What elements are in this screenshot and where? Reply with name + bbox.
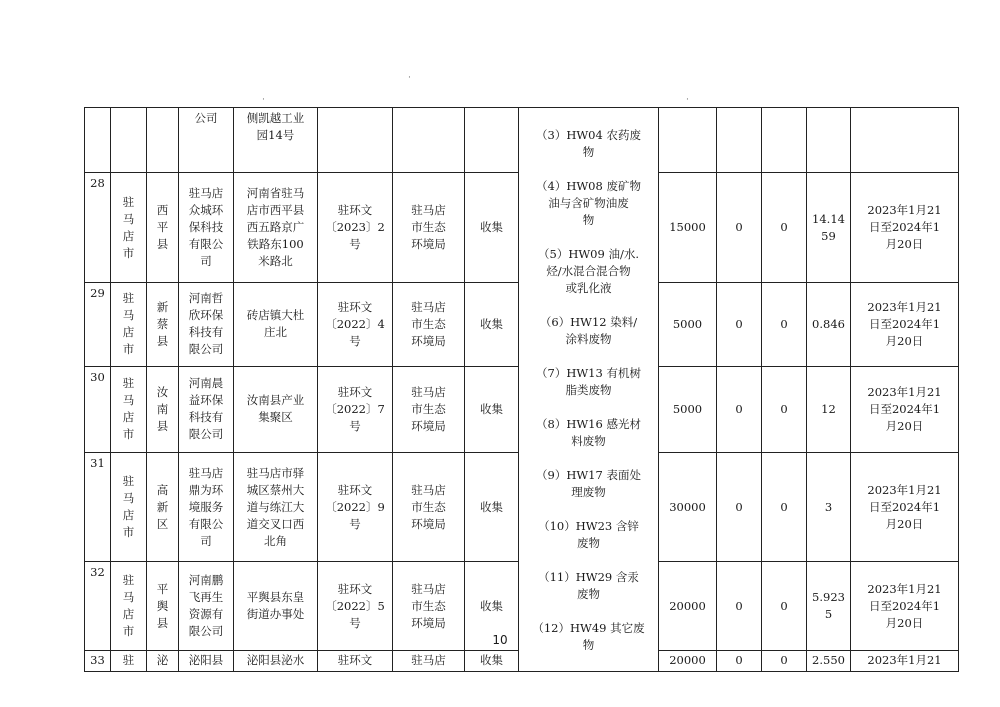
page-number: 10: [492, 633, 508, 647]
cell-period: 2023年1月21 日至2024年1 月20日: [851, 366, 959, 452]
cell-period: 2023年1月21 日至2024年1 月20日: [851, 562, 959, 651]
cell-method: 收集: [465, 366, 519, 452]
cell-address: 河南省驻马 店市西平县 西五路京广 铁路东100 米路北: [234, 173, 318, 283]
cell-value-1: 0: [717, 452, 762, 562]
waste-type-item: （9）HW17 表面处 理废物: [536, 468, 641, 499]
cell-county: 新 蔡 县: [147, 282, 179, 366]
cell-company: 驻马店 鼎为环 境服务 有限公 司: [179, 452, 234, 562]
cell-capacity: 20000: [659, 650, 717, 671]
waste-type-item: （8）HW16 感光材 料废物: [536, 417, 641, 448]
cell-method: 收集: [465, 282, 519, 366]
waste-type-item: （11）HW29 含汞 废物: [538, 570, 639, 601]
table-row: [85, 108, 959, 173]
cell-value-3: [807, 108, 851, 173]
cell-authority: 驻马店 市生态 环境局: [393, 173, 465, 283]
cell-address: 侧凯越工业 园14号: [234, 108, 318, 173]
cell-address: 汝南县产业 集聚区: [234, 366, 318, 452]
cell-value-1: 0: [717, 282, 762, 366]
cell-authority: 驻马店 市生态 环境局: [393, 282, 465, 366]
cell-method: 收集: [465, 452, 519, 562]
cell-company: 泌阳县: [179, 650, 234, 671]
cell-value-1: 0: [717, 366, 762, 452]
waste-type-item: （12）HW49 其它废 物: [532, 621, 645, 652]
cell-no: [85, 108, 111, 173]
cell-capacity: 30000: [659, 452, 717, 562]
cell-permit: [318, 108, 393, 173]
cell-value-3: 12: [807, 366, 851, 452]
cell-permit: 驻环文 〔2022〕9 号: [318, 452, 393, 562]
cell-address: 泌阳县泌水: [234, 650, 318, 671]
cell-value-2: 0: [762, 282, 807, 366]
cell-company: 河南鹏 飞再生 资源有 限公司: [179, 562, 234, 651]
cell-authority: 驻马店: [393, 650, 465, 671]
cell-method: [465, 108, 519, 173]
cell-value-2: 0: [762, 650, 807, 671]
cell-city: 驻: [111, 650, 147, 671]
cell-company: 驻马店 众城环 保科技 有限公 司: [179, 173, 234, 283]
cell-value-1: 0: [717, 562, 762, 651]
cell-period: 2023年1月21: [851, 650, 959, 671]
cell-address: 砖店镇大杜 庄北: [234, 282, 318, 366]
cell-city: 驻 马 店 市: [111, 452, 147, 562]
cell-city: [111, 108, 147, 173]
cell-value-3: 0.846: [807, 282, 851, 366]
cell-county: 泌: [147, 650, 179, 671]
cell-county: 汝 南 县: [147, 366, 179, 452]
cell-county: [147, 108, 179, 173]
cell-authority: 驻马店 市生态 环境局: [393, 366, 465, 452]
scan-speck: ·: [408, 73, 411, 83]
scan-speck: ·: [686, 95, 689, 105]
cell-address: 驻马店市驿 城区蔡州大 道与练江大 道交叉口西 北角: [234, 452, 318, 562]
cell-value-2: 0: [762, 452, 807, 562]
cell-value-2: 0: [762, 562, 807, 651]
cell-company: 河南哲 欣环保 科技有 限公司: [179, 282, 234, 366]
cell-permit: 驻环文 〔2023〕2 号: [318, 173, 393, 283]
cell-no: 31: [85, 452, 111, 562]
cell-capacity: 20000: [659, 562, 717, 651]
cell-period: 2023年1月21 日至2024年1 月20日: [851, 452, 959, 562]
cell-authority: 驻马店 市生态 环境局: [393, 452, 465, 562]
cell-permit: 驻环文 〔2022〕5 号: [318, 562, 393, 651]
waste-type-item: （3）HW04 农药废 物: [536, 128, 641, 159]
cell-value-1: [717, 108, 762, 173]
cell-no: 30: [85, 366, 111, 452]
cell-period: [851, 108, 959, 173]
cell-method: 收集: [465, 173, 519, 283]
cell-period: 2023年1月21 日至2024年1 月20日: [851, 282, 959, 366]
cell-value-1: 0: [717, 650, 762, 671]
waste-type-item: （6）HW12 染料/ 涂料废物: [539, 315, 638, 346]
cell-value-2: 0: [762, 173, 807, 283]
cell-value-3: 5.923 5: [807, 562, 851, 651]
cell-no: 33: [85, 650, 111, 671]
waste-types-cell: [519, 108, 659, 672]
waste-type-item: （10）HW23 含锌 废物: [538, 519, 639, 550]
cell-value-3: 3: [807, 452, 851, 562]
cell-permit: 驻环文: [318, 650, 393, 671]
cell-capacity: 5000: [659, 366, 717, 452]
cell-method: 收集: [465, 650, 519, 671]
cell-city: 驻 马 店 市: [111, 366, 147, 452]
waste-type-item: （4）HW08 废矿物 油与含矿物油废 物: [536, 179, 641, 227]
cell-permit: 驻环文 〔2022〕4 号: [318, 282, 393, 366]
cell-address: 平舆县东皇 街道办事处: [234, 562, 318, 651]
cell-county: 西 平 县: [147, 173, 179, 283]
cell-capacity: [659, 108, 717, 173]
cell-company: 河南晨 益环保 科技有 限公司: [179, 366, 234, 452]
cell-value-2: 0: [762, 366, 807, 452]
cell-county: 高 新 区: [147, 452, 179, 562]
cell-company: 公司: [179, 108, 234, 173]
cell-city: 驻 马 店 市: [111, 562, 147, 651]
cell-authority: 驻马店 市生态 环境局: [393, 562, 465, 651]
cell-no: 32: [85, 562, 111, 651]
waste-type-item: （5）HW09 油/水. 烃/水混合混合物 或乳化液: [538, 247, 639, 295]
cell-value-3: 2.550: [807, 650, 851, 671]
cell-period: 2023年1月21 日至2024年1 月20日: [851, 173, 959, 283]
cell-value-3: 14.14 59: [807, 173, 851, 283]
cell-method: 收集: [465, 562, 519, 651]
cell-county: 平 舆 县: [147, 562, 179, 651]
permit-table: [84, 107, 959, 672]
cell-no: 28: [85, 173, 111, 283]
cell-permit: 驻环文 〔2022〕7 号: [318, 366, 393, 452]
cell-city: 驻 马 店 市: [111, 282, 147, 366]
cell-capacity: 15000: [659, 173, 717, 283]
scan-speck: ·: [262, 95, 265, 105]
cell-authority: [393, 108, 465, 173]
cell-value-2: [762, 108, 807, 173]
cell-value-1: 0: [717, 173, 762, 283]
cell-city: 驻 马 店 市: [111, 173, 147, 283]
cell-capacity: 5000: [659, 282, 717, 366]
waste-type-item: （7）HW13 有机树 脂类废物: [536, 366, 641, 397]
cell-no: 29: [85, 282, 111, 366]
